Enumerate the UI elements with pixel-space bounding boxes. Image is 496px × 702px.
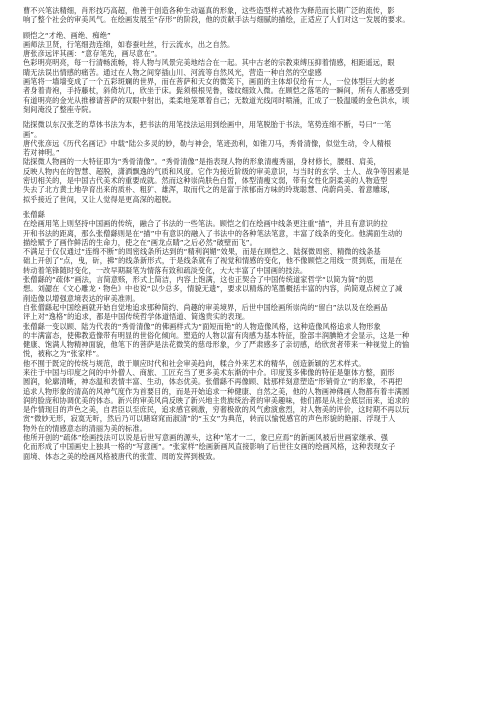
- text-line: 在绘画用笔上则坚持中国画的传统，融合了书法的一些笔法。顾恺之们在绘画中线条更注重“描”，并且有意识的拉: [23, 219, 388, 229]
- text-line: 反映人物内在的智慧、超脱，潇洒飘逸的气质和风度。它作为接近阶级的审美意识，与当时的玄学、士人、战争等因素是: [23, 166, 410, 176]
- section-heading: 顾恺之“才绝、画绝、痴绝”: [23, 30, 111, 40]
- text-line: 的丰满富态，使佛教造像带有明显的世俗化倾向。塑造的人物以富有肉感为基本特征，脸部丰润腆艳才会显示，这是一种: [23, 330, 410, 340]
- text-line: 画笔将一墙墙变成了一个五彩斑斓的世界，而在菩萨和天女的微笑下，画面的主体却仅给有一人，一位体型巨大的老: [23, 77, 395, 87]
- text-line: 拟乎接近了世间，又让人觉得是更高深的超脱。: [23, 194, 177, 204]
- text-line: 唐张彦远评其画：“意存笔先，画尽意在”。: [23, 49, 162, 59]
- section-heading: 张僧繇: [23, 209, 45, 219]
- text-line: 物外在的情感意态的清丽为美的标准。: [23, 423, 147, 433]
- section-gu-kaizhi: [23, 31, 478, 115]
- text-line: 来往于中国与印度之间的中外僧人、商旅、工匠充当了更多美术东渐的中介。印度笈多佛像的特征是躯体方整，面形: [23, 367, 395, 377]
- text-line: 画师法卫贤，行笔细劲连绵，如春蚕吐丝，行云流水，出之自然。: [23, 39, 235, 49]
- text-line: 想。刘勰在《文心雕龙・物色》中也说“以少总多，情貌无遗”，要求以精炼的笔墨概括丰富的内容，尚简观点树立了减: [23, 284, 403, 294]
- text-line: 健康、饱满人物精神面貌，他笔下的菩萨是法花微笑的慈母形象，少了严肃感多了亲切感，给欣赏者带来一种视觉上的愉: [23, 340, 410, 350]
- text-line: 转动着笔锋随时变化，一改早期凝笔为情落有致和疏淡变化，大大丰富了中国画的技法。: [23, 265, 308, 275]
- text-line: 圆润，轮廓清晰，神态温和表情丰富、生动，体态优美。张僧繇不再像顾、陆那样刻意塑造“形销骨立”的形象，不再把: [23, 377, 403, 387]
- text-line: 陆探微人物画的一大特征即为“秀骨清像”。“秀骨清像”是指表现人物的形象清瘦秀丽，身材修长，腰细、肩美，: [23, 157, 381, 167]
- text-line: 润的脸庞和协调优美的体态。新兴的审美风尚反映了新兴地主贵族统治者的审美趣味，他们都是从社会底层而来，追求的: [23, 395, 410, 405]
- text-line: 若对神明。”: [23, 148, 60, 158]
- section-cao-buxing: [23, 6, 478, 25]
- text-line: 悦，被称之为“张家样”。: [23, 349, 104, 359]
- text-line: 刻间淹没了整座寺院。: [23, 104, 96, 114]
- text-line: 唐代张彦远《历代名画记》中载“陆公多灵的妙，勒与神会，笔迹劲利，如锥刀马，秀骨清像，似觉生动，令人精根: [23, 138, 392, 148]
- text-line: 础上开创了“点，曳，斫，拂”的线条新形式，于是线条就有了视觉和情感的变化，他不像顾恺之用线一贯到底，而是在: [23, 256, 403, 266]
- text-line: 睛无法误出情感的痛苦。通过在人物之间穿插山川、河流等自然风光，营造一种自然的空虚感: [23, 67, 322, 77]
- text-line: 是作情现目的声色之美，自君臣以至庶民，追求感官刺激，穷奢极欲的风气愈演愈烈，对人物美的评价，这时期不再以玩: [23, 405, 410, 415]
- text-line: 曹不兴笔法精细，肖形技巧高超，他善于创造各种生动逼真的形象，这些造型样式被作为释范而长期广泛的流传，影: [23, 6, 395, 15]
- text-line: 色彩明亮明亮，每一行清畅流畅，将人物与风景完美地结合在一起。其中古老的宗教束缚压抑着情感，相距遥远，眼: [23, 58, 395, 68]
- text-line: 削造像以增强意境表达的审美准则。: [23, 293, 140, 303]
- text-line: 面境、体态之美的绘画风格被唐代的张萱、周昉发挥到极致。: [23, 451, 220, 461]
- text-line: 化而形成了中国画史上独具一格的“写意画”。“张家样”绘画新画风直接影响了后世往女画的绘画风格，这种表现女子: [23, 442, 396, 452]
- text-line: 描绘赋予了画作鲜活的生命力，使之在“画龙点睛”之后必然“破壁而飞”。: [23, 237, 257, 247]
- text-line: 画”。: [23, 129, 42, 139]
- text-line: 失去了北方黄土地孕育出来的质朴、粗犷、雄浑，取而代之的是富于浓郁南方味的玲珑聪慧、尚蔚尚美、着意雕琢，: [23, 185, 395, 195]
- text-line: 评上对“逸格”的追求，都是中国传统哲学体道悟道、简逸贵实的表现。: [23, 312, 250, 322]
- text-line: 开和书法的距离，那么张僧繇则是在“描”中有意识的融入了书法中的各种笔法笔意，丰富了线条的变化。他满面生动的: [23, 228, 403, 238]
- text-line: 有道明亮的金光从推穆请菩萨的双眼中射出，柔柔地笼罩着自己；无数道光线同时喷涌，汇成了一股温暖的金色洪水，顷: [23, 95, 410, 105]
- section-zhang-sengyao: [23, 210, 478, 470]
- text-line: 自张僧繇起中国绘画就开始自觉地追求那种简约、尚趣的审美境界，后世中国绘画所崇尚的“留白”法以及在绘画品: [23, 302, 388, 312]
- text-line: 追求人物形象的清高的风神气度作为首要目的，而是开始追求一种健康、自然之美，他的人物画神佛画人物都有着丰满圆: [23, 386, 410, 396]
- section-lu-tanwei: [23, 120, 478, 204]
- text-line: 陆探微以东汉张芝的草体书法为本，把书法的用笔技法运用到绘画中，用笔脱胎于书法，笔势连绵不断，号曰“一笔: [23, 120, 392, 130]
- text-line: 者身着青袍，手持藤杖，斜倚坑几，欣坐于床。髭须根根见鲁，镂纹细致入微。在顾恺之落笔的一瞬间，所有人都感受到: [23, 86, 410, 96]
- text-line: 他不囿于既定的传统与规范，敢于顺应时代和社会审美趋向，糅合外来艺术的精华，创造新颖的艺术样式。: [23, 358, 366, 368]
- text-line: 赏“微妙无形，寂寞无听，然后乃可以睹窈窕而淑清”的“玉女”为典范，转而以愉悦感官的声色形貌的艳丽、浮现于人: [23, 414, 396, 424]
- text-line: 他所开创的“疏体”绘画技法可以说是后世写意画的源头，这种“笔才一二，象已应焉”的新画风被后世画家继承、强: [23, 433, 389, 443]
- text-line: 张僧繇一变以顾、陆为代表的“秀骨清像”的佛画样式为“面短而艳”的人物造像风格，这种造像风格追求人物形象: [23, 321, 381, 331]
- text-line: 不满足于仅仅通过“连绵不断”的周密线条所达到的“精利润媚”效果，而是在顾恺之、陆探微周密、精微的线条基: [23, 247, 381, 257]
- text-line: 响了整个社会的审美风气。在绘画发展至“存形”的阶段，他的贡献手法与细腻的描绘，正适应了人们对这一发展的要求。: [23, 15, 410, 25]
- text-line: 张僧繇的“疏体”画法，言简意赅，形式上简洁，内容上饱满，这也正契合了中国传统道家哲学“以简为简”的思: [23, 275, 374, 285]
- text-line: 密切相关的，是中国古代美术的重要成就。然而这种崇尚肤色白皙，体型清瘦文弱，带有女性化阴柔美的人物造型: [23, 176, 388, 186]
- text-line: [23, 461, 478, 470]
